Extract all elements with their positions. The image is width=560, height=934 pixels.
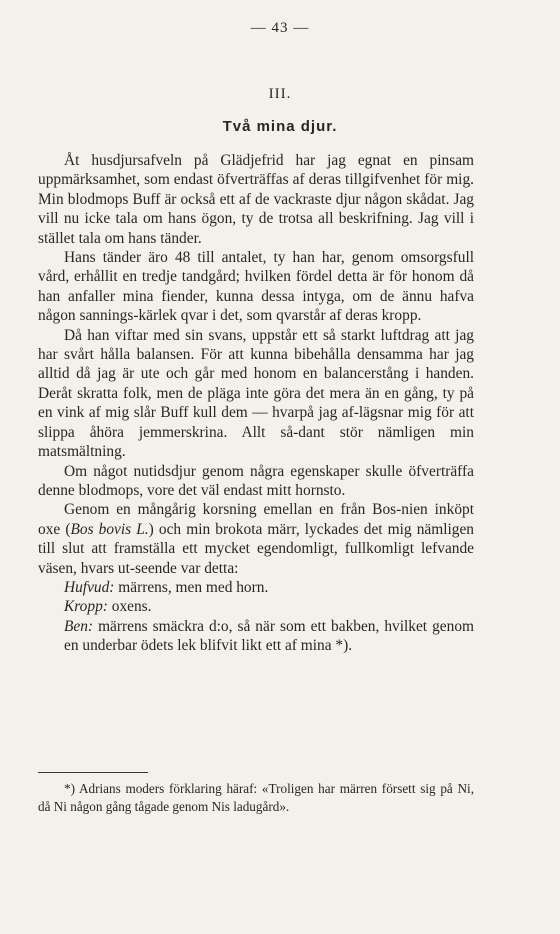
trait-label: Kropp: (64, 598, 108, 616)
paragraph-ox (38, 500, 474, 578)
trait-text: oxens. (107, 598, 152, 616)
footnote (38, 780, 474, 816)
latin-name: Bos bovis L. (70, 520, 149, 538)
footnote-divider (38, 772, 148, 773)
trait-label: Ben: (64, 617, 94, 635)
trait-text: märrens smäckra d:o, så när som ett bakben, hvilket genom en underbar ödets lek blifvit likt ett af mina *). (64, 617, 474, 655)
chapter-number: III. (268, 86, 292, 102)
trait-text: märrens, men med horn. (114, 578, 269, 596)
trait-item (38, 597, 474, 616)
trait-item (38, 578, 474, 597)
trait-item (38, 617, 474, 656)
footnote-text: *) Adrians moders förklaring häraf: «Troligen har märren försett sig på Ni, då Ni någon gång tågade genom Nis ladugård». (38, 781, 474, 814)
page-number: — 43 — (250, 20, 310, 36)
paragraph: Om något nutidsdjur genom några egenskaper skulle öfverträffa denne blodmops, vore det väl endast mitt hornsto. (38, 462, 474, 499)
paragraph: Då han viftar med sin svans, uppstår ett så starkt luftdrag att jag har svårt hålla balansen. För att kunna bibehålla densamma har jag alltid då jag är ute och går med honom en balancerstång i handen. Deråt skratta folk, men de pläga inte göra det mera än en gång, ty på en vink af mig slår Buff kull dem — hvarpå jag af-lägsnar mig för att slippa åhöra jemmerskrina. Allt så-dant stör nämligen min matsmältning. (38, 326, 474, 461)
trait-label: Hufvud: (64, 578, 115, 596)
ox-text-after: ) och min brokota märr, lyckades det mig nämligen till slut att framställa ett mycket egendomligt, fullkomligt lefvande väsen, hvars ut-seende var detta: (38, 520, 474, 577)
trait-list (38, 578, 474, 656)
paragraph: Åt husdjursafveln på Glädjefrid har jag egnat en pinsam uppmärksamhet, som endast öfverträffas af deras tillgifvenhet för mig. Min blodmops Buff är också ett af de vackraste djur någon skådat. Jag vill nu icke tala om hans ögon, ty de trotsa all beskrifning. Jag vill i stället tala om hans tänder. (38, 152, 474, 247)
paragraph: Hans tänder äro 48 till antalet, ty han har, genom omsorgsfull vård, erhållit en tredje tandgård; hvilken fördel detta är för honom då han anfaller mina fiender, kunna dessa intyga, om de ännu hafva någon sannings-kärlek qvar i det, som qvarstår af deras kropp. (38, 249, 474, 325)
ox-text-before: Genom en mångårig korsning emellan en från Bos-nien inköpt oxe ( (38, 501, 474, 538)
chapter-body (38, 151, 474, 656)
chapter-title: Två mina djur. (222, 118, 338, 135)
